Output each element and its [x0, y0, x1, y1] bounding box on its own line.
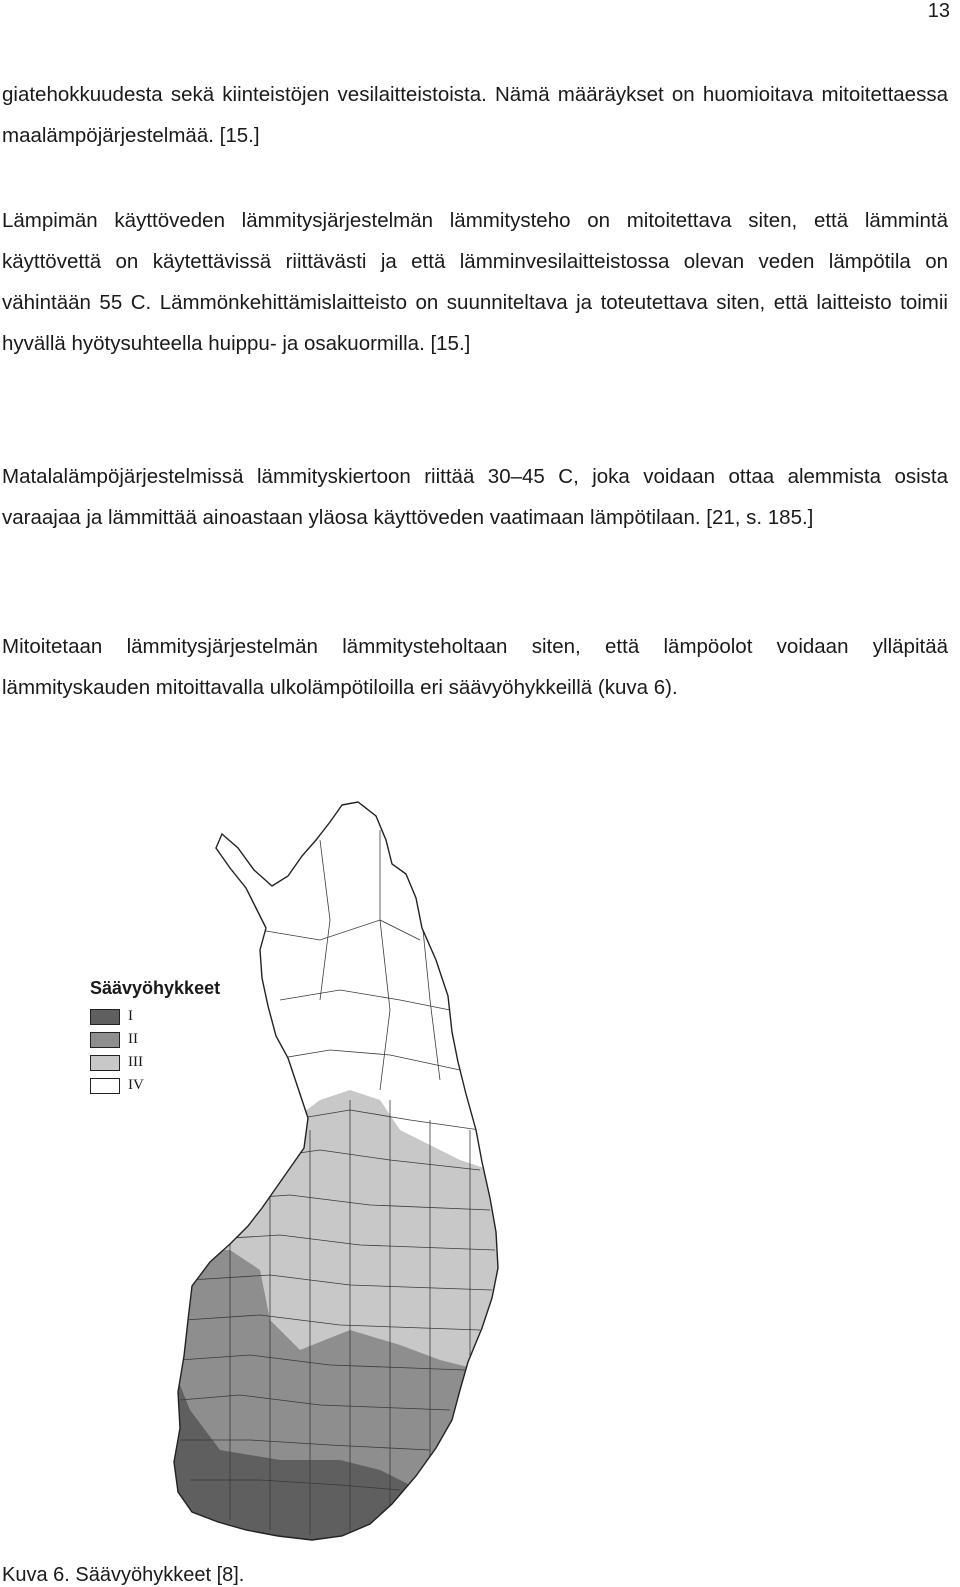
- legend-item-iv: [90, 1074, 220, 1097]
- paragraph-2: Lämpimän käyttöveden lämmitysjärjestelmän lämmitysteho on mitoitettava siten, että lämmintä käyttövettä on käytettävissä riittävästi ja että lämminvesilaitteistossa olevan veden lämpötila on vähintään 55 C. Lämmönkehittämislaitteisto on suunniteltava ja toteutettava siten, että laitteisto toimii hyvällä hyötysuhteella huippu- ja osakuormilla. [15.]: [2, 209, 948, 355]
- figure-caption: Kuva 6. Säävyöhykkeet [8].: [2, 1564, 245, 1586]
- legend-item-iii: [90, 1051, 220, 1074]
- legend-item-ii: [90, 1028, 220, 1051]
- legend-label-ii: II: [128, 1031, 138, 1047]
- legend-swatch-ii: [90, 1032, 120, 1048]
- legend-swatch-iii: [90, 1055, 120, 1071]
- climate-zone-map: [80, 800, 520, 1545]
- paragraph-1: giatehokkuudesta sekä kiinteistöjen vesilaitteistoista. Nämä määräykset on huomioitava mitoitettaessa maalämpöjärjestelmää. [15.]: [2, 83, 948, 147]
- legend-title: Säävyöhykkeet: [90, 978, 221, 998]
- map-zones: [80, 800, 520, 1545]
- legend-label-i: I: [128, 1008, 133, 1024]
- legend-swatch-i: [90, 1009, 120, 1025]
- legend-label-iii: III: [128, 1054, 143, 1070]
- legend-label-iv: IV: [128, 1077, 144, 1093]
- paragraph-4: Mitoitetaan lämmitysjärjestelmän lämmitysteholtaan siten, että lämpöolot voidaan ylläpitää lämmityskauden mitoittavalla ulkolämpötiloilla eri säävyöhykkeillä (kuva 6).: [2, 635, 948, 699]
- legend-swatch-iv: [90, 1078, 120, 1094]
- paragraph-3: Matalalämpöjärjestelmissä lämmityskiertoon riittää 30–45 C, joka voidaan ottaa alemmista osista varaajaa ja lämmittää ainoastaan yläosa käyttöveden vaatimaan lämpötilaan. [21, s. 185.]: [2, 465, 948, 529]
- page-number: 13: [927, 0, 950, 22]
- map-legend: [90, 978, 220, 1097]
- legend-item-i: [90, 1005, 220, 1028]
